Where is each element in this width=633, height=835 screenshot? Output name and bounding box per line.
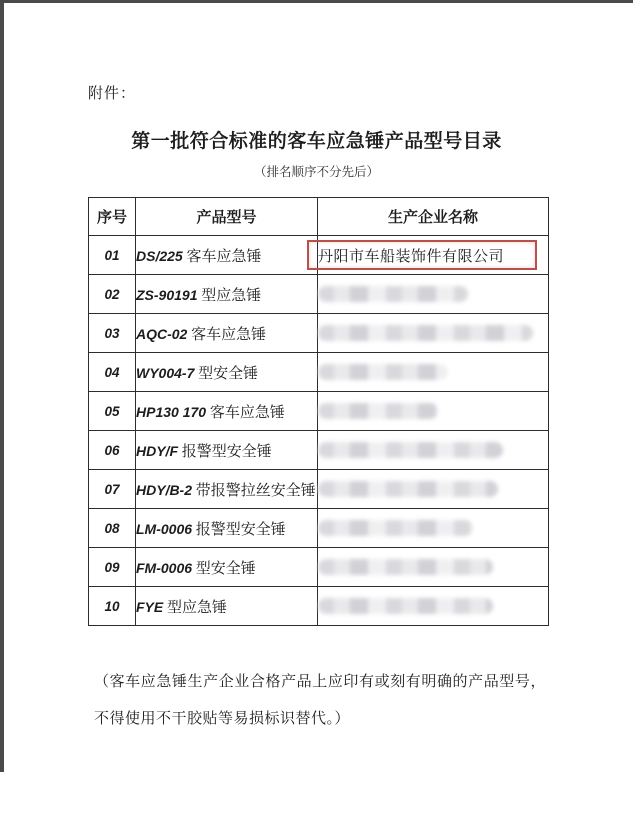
table-row — [89, 548, 549, 587]
header-manufacturer-name: 生产企业名称 — [318, 198, 549, 236]
serial-number-cell: 05 — [89, 392, 136, 431]
manufacturer-cell — [318, 509, 549, 548]
product-model-cell — [136, 548, 318, 587]
redacted-manufacturer-blur — [318, 442, 503, 458]
serial-number-cell: 02 — [89, 275, 136, 314]
redacted-manufacturer-blur — [318, 286, 468, 302]
model-code: LM-0006 — [136, 520, 193, 537]
table-row — [89, 392, 549, 431]
page-left-edge — [0, 0, 4, 772]
product-model-cell — [136, 353, 318, 392]
product-model-cell — [136, 431, 318, 470]
model-code: ZS-90191 — [136, 286, 198, 303]
model-code: WY004-7 — [136, 364, 195, 381]
redacted-manufacturer-blur — [318, 403, 438, 419]
product-model-cell — [136, 509, 318, 548]
model-code: AQC-02 — [136, 325, 188, 342]
model-code: HDY/B-2 — [136, 481, 193, 498]
redacted-manufacturer-blur — [318, 481, 498, 497]
table-row — [89, 587, 549, 626]
model-name: 型安全锤 — [192, 560, 256, 577]
model-code: HP130 170 — [136, 403, 207, 420]
model-name: 客车应急锤 — [182, 248, 262, 265]
manufacturer-cell — [318, 314, 549, 353]
serial-number-cell: 04 — [89, 353, 136, 392]
header-serial-number: 序号 — [89, 198, 136, 236]
table-row — [89, 509, 549, 548]
manufacturer-cell — [318, 548, 549, 587]
table-row — [89, 470, 549, 509]
table-row — [89, 314, 549, 353]
table-header-row — [89, 198, 549, 236]
model-name: 报警型安全锤 — [178, 443, 272, 460]
page-top-edge — [0, 0, 633, 3]
serial-number-cell: 09 — [89, 548, 136, 587]
model-name: 型应急锤 — [197, 287, 262, 304]
manufacturer-cell — [318, 587, 549, 626]
footnote: （客车应急锤生产企业合格产品上应印有或刻有明确的产品型号，不得使用不干胶贴等易损标识替代。） — [94, 674, 546, 727]
model-code: HDY/F — [136, 442, 178, 459]
product-model-cell — [136, 392, 318, 431]
model-code: DS/225 — [136, 247, 183, 264]
serial-number-cell: 10 — [89, 587, 136, 626]
serial-number-cell: 08 — [89, 509, 136, 548]
serial-number-cell: 07 — [89, 470, 136, 509]
manufacturer-cell — [318, 470, 549, 509]
redacted-manufacturer-blur — [318, 364, 448, 380]
manufacturer-cell — [318, 392, 549, 431]
product-model-cell — [136, 236, 318, 275]
product-catalog-table — [88, 197, 549, 626]
document-subtitle: （排名顺序不分先后） — [253, 165, 379, 179]
manufacturer-cell — [318, 236, 549, 275]
serial-number-cell: 06 — [89, 431, 136, 470]
model-name: 客车应急锤 — [187, 326, 267, 343]
product-model-cell — [136, 587, 318, 626]
model-name: 客车应急锤 — [206, 404, 285, 421]
model-name: 型应急锤 — [163, 599, 227, 616]
product-model-cell — [136, 275, 318, 314]
model-name: 带报警拉丝安全锤 — [192, 482, 316, 499]
model-code: FM-0006 — [136, 559, 193, 576]
manufacturer-cell — [318, 431, 549, 470]
model-name: 报警型安全锤 — [192, 521, 286, 538]
attachment-label: 附件： — [88, 86, 137, 102]
redacted-manufacturer-blur — [318, 520, 473, 536]
serial-number-cell: 01 — [89, 236, 136, 275]
manufacturer-cell — [318, 275, 549, 314]
table-row — [89, 275, 549, 314]
model-name: 型安全锤 — [194, 365, 259, 382]
manufacturer-name-text: 丹阳市车船装饰件有限公司 — [318, 248, 505, 265]
manufacturer-cell — [318, 353, 549, 392]
table-row — [89, 431, 549, 470]
table-row — [89, 236, 549, 275]
redacted-manufacturer-blur — [318, 598, 493, 614]
header-product-model: 产品型号 — [136, 198, 318, 236]
redacted-manufacturer-blur — [318, 559, 493, 575]
serial-number-cell: 03 — [89, 314, 136, 353]
model-code: FYE — [136, 598, 164, 615]
document-title: 第一批符合标准的客车应急锤产品型号目录 — [131, 131, 502, 152]
product-model-cell — [136, 314, 318, 353]
table-row — [89, 353, 549, 392]
redacted-manufacturer-blur — [318, 325, 533, 341]
product-model-cell — [136, 470, 318, 509]
